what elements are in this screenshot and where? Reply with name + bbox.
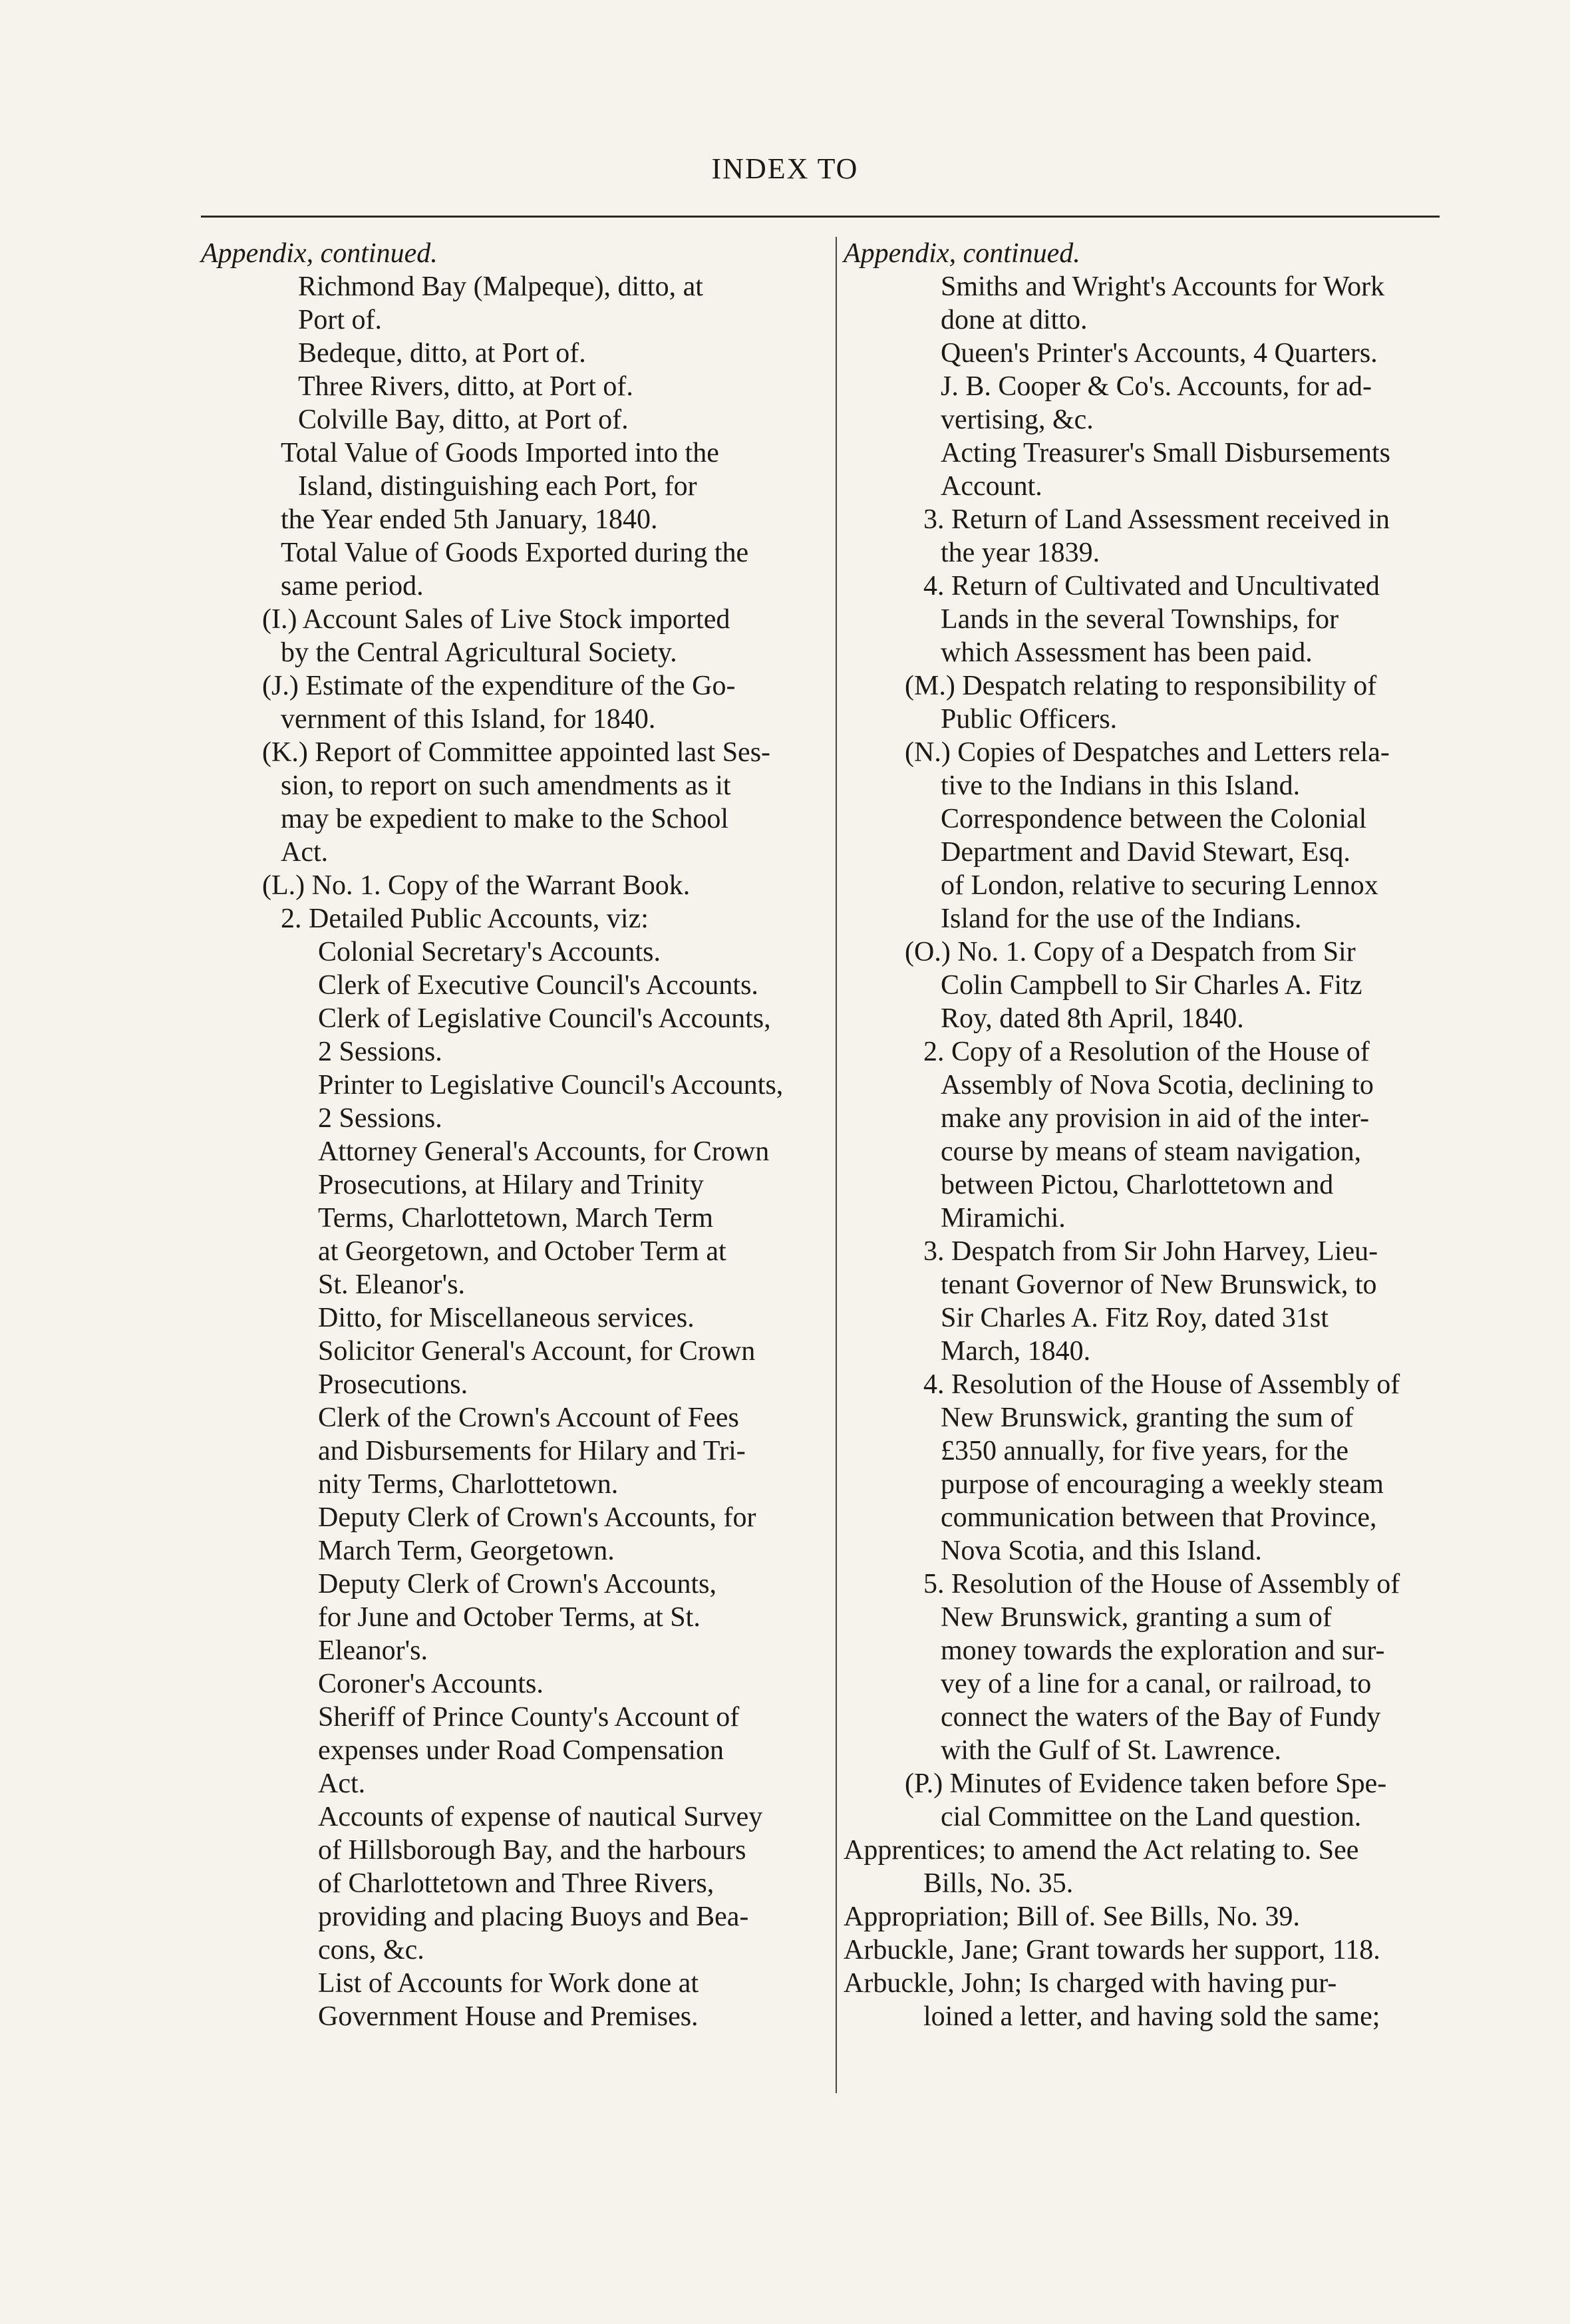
left-index-line: providing and placing Buoys and Bea- (318, 1902, 749, 1932)
right-index-line: Arbuckle, John; Is charged with having pur- (844, 1968, 1337, 1999)
right-index-line: Nova Scotia, and this Island. (941, 1536, 1262, 1566)
right-index-line: J. B. Cooper & Co's. Accounts, for ad- (941, 371, 1372, 402)
left-index-line: Colonial Secretary's Accounts. (318, 937, 661, 967)
right-index-line: Assembly of Nova Scotia, declining to (941, 1070, 1374, 1100)
left-index-line: St. Eleanor's. (318, 1269, 466, 1300)
left-index-line: at Georgetown, and October Term at (318, 1236, 726, 1267)
left-index-line: and Disbursements for Hilary and Tri- (318, 1436, 746, 1466)
right-index-line: course by means of steam navigation, (941, 1136, 1362, 1167)
left-index-line: Island, distinguishing each Port, for (298, 471, 697, 502)
left-index-line: March Term, Georgetown. (318, 1536, 615, 1566)
right-index-line: New Brunswick, granting the sum of (941, 1403, 1354, 1433)
left-index-line: Clerk of the Crown's Account of Fees (318, 1403, 739, 1433)
left-index-line: (K.) Report of Committee appointed last Ses- (262, 737, 771, 768)
right-index-line: purpose of encouraging a weekly steam (941, 1469, 1384, 1500)
left-index-line: Richmond Bay (Malpeque), ditto, at (298, 271, 703, 302)
right-index-line: Sir Charles A. Fitz Roy, dated 31st (941, 1303, 1329, 1333)
right-index-line: Queen's Printer's Accounts, 4 Quarters. (941, 338, 1378, 369)
right-index-line: Lands in the several Townships, for (941, 604, 1339, 635)
left-index-line: (L.) No. 1. Copy of the Warrant Book. (262, 870, 691, 901)
right-index-line: Apprentices; to amend the Act relating to. See (844, 1835, 1359, 1866)
right-index-line: Department and David Stewart, Esq. (941, 837, 1350, 868)
left-index-line: 2 Sessions. (318, 1037, 442, 1067)
left-index-line: Prosecutions, at Hilary and Trinity (318, 1170, 704, 1200)
left-index-line: Prosecutions. (318, 1369, 468, 1400)
right-index-line: which Assessment has been paid. (941, 637, 1313, 668)
right-index-line: Roy, dated 8th April, 1840. (941, 1003, 1244, 1034)
right-index-line: with the Gulf of St. Lawrence. (941, 1735, 1282, 1766)
left-index-line: Ditto, for Miscellaneous services. (318, 1303, 695, 1333)
right-index-line: vertising, &c. (941, 405, 1094, 435)
right-column (844, 237, 1469, 2033)
right-index-line: (N.) Copies of Despatches and Letters rela- (905, 737, 1390, 768)
left-index-line: by the Central Agricultural Society. (281, 637, 677, 668)
left-index-line: same period. (281, 571, 424, 601)
left-index-line: Clerk of Executive Council's Accounts. (318, 970, 758, 1001)
left-index-line: Act. (318, 1768, 366, 1799)
left-index-line: Colville Bay, ditto, at Port of. (298, 405, 629, 435)
left-index-line: Three Rivers, ditto, at Port of. (298, 371, 633, 402)
left-index-line: Total Value of Goods Imported into the (281, 438, 719, 468)
right-index-line: between Pictou, Charlottetown and (941, 1170, 1334, 1200)
right-index-line: Public Officers. (941, 704, 1118, 735)
left-index-line: Sheriff of Prince County's Account of (318, 1702, 740, 1733)
left-index-line: Eleanor's. (318, 1635, 428, 1666)
right-index-line: tive to the Indians in this Island. (941, 770, 1301, 801)
left-index-line: nity Terms, Charlottetown. (318, 1469, 619, 1500)
right-index-line: 3. Despatch from Sir John Harvey, Lieu- (923, 1236, 1378, 1267)
right-index-line: loined a letter, and having sold the same; (923, 2001, 1380, 2032)
left-index-line: Printer to Legislative Council's Accounts, (318, 1070, 784, 1100)
right-index-line: New Brunswick, granting a sum of (941, 1602, 1332, 1633)
right-index-line: (O.) No. 1. Copy of a Despatch from Sir (905, 937, 1356, 967)
right-index-line: 5. Resolution of the House of Assembly of (923, 1569, 1400, 1599)
right-index-line: money towards the exploration and sur- (941, 1635, 1385, 1666)
page-title: INDEX TO (711, 152, 859, 185)
left-index-line: Accounts of expense of nautical Survey (318, 1802, 763, 1832)
left-index-line: vernment of this Island, for 1840. (281, 704, 656, 735)
left-column (201, 237, 826, 2033)
right-index-line: Appropriation; Bill of. See Bills, No. 39. (844, 1902, 1300, 1932)
left-index-line: Coroner's Accounts. (318, 1669, 544, 1699)
right-index-line: 4. Resolution of the House of Assembly of (923, 1369, 1400, 1400)
left-index-line: List of Accounts for Work done at (318, 1968, 699, 1999)
left-index-line: Total Value of Goods Exported during the (281, 538, 749, 568)
left-index-line: expenses under Road Compensation (318, 1735, 724, 1766)
left-index-line: of Hillsborough Bay, and the harbours (318, 1835, 746, 1866)
column-divider (836, 237, 837, 2093)
right-index-line: make any provision in aid of the inter- (941, 1103, 1370, 1134)
left-index-line: Port of. (298, 305, 382, 335)
right-index-line: Bills, No. 35. (923, 1868, 1074, 1899)
right-index-line: Arbuckle, Jane; Grant towards her support, 118. (844, 1935, 1380, 1965)
right-index-line: Miramichi. (941, 1203, 1066, 1234)
right-index-line: cial Committee on the Land question. (941, 1802, 1362, 1832)
left-index-line: Deputy Clerk of Crown's Accounts, (318, 1569, 716, 1599)
right-index-line: 3. Return of Land Assessment received in (923, 504, 1390, 535)
right-index-line: Smiths and Wright's Accounts for Work (941, 271, 1385, 302)
right-index-line: communication between that Province, (941, 1502, 1377, 1533)
left-index-line: the Year ended 5th January, 1840. (281, 504, 658, 535)
left-index-line: Act. (281, 837, 329, 868)
left-index-line: may be expedient to make to the School (281, 804, 728, 834)
right-index-line: Appendix, continued. (844, 238, 1080, 269)
right-index-line: Account. (941, 471, 1042, 502)
right-index-line: the year 1839. (941, 538, 1100, 568)
right-index-line: 2. Copy of a Resolution of the House of (923, 1037, 1370, 1067)
left-index-line: 2 Sessions. (318, 1103, 442, 1134)
left-index-line: Solicitor General's Account, for Crown (318, 1336, 756, 1367)
left-index-line: (I.) Account Sales of Live Stock imported (262, 604, 730, 635)
right-index-line: 4. Return of Cultivated and Uncultivated (923, 571, 1380, 601)
left-index-line: 2. Detailed Public Accounts, viz: (281, 904, 649, 934)
left-index-line: for June and October Terms, at St. (318, 1602, 701, 1633)
right-index-line: vey of a line for a canal, or railroad, to (941, 1669, 1372, 1699)
header-rule (201, 216, 1440, 218)
left-index-line: sion, to report on such amendments as it (281, 770, 731, 801)
right-index-line: (M.) Despatch relating to responsibility of (905, 671, 1377, 701)
right-index-line: Colin Campbell to Sir Charles A. Fitz (941, 970, 1362, 1001)
right-index-line: £350 annually, for five years, for the (941, 1436, 1349, 1466)
left-index-line: Terms, Charlottetown, March Term (318, 1203, 714, 1234)
left-index-line: of Charlottetown and Three Rivers, (318, 1868, 714, 1899)
right-index-line: March, 1840. (941, 1336, 1091, 1367)
right-index-line: done at ditto. (941, 305, 1088, 335)
right-index-line: connect the waters of the Bay of Fundy (941, 1702, 1381, 1733)
left-index-line: cons, &c. (318, 1935, 424, 1965)
right-index-line: tenant Governor of New Brunswick, to (941, 1269, 1377, 1300)
right-index-line: (P.) Minutes of Evidence taken before Spe- (905, 1768, 1387, 1799)
left-index-line: Government House and Premises. (318, 2001, 699, 2032)
left-index-line: Attorney General's Accounts, for Crown (318, 1136, 770, 1167)
right-index-line: Acting Treasurer's Small Disbursements (941, 438, 1391, 468)
left-index-line: Appendix, continued. (201, 238, 438, 269)
right-index-line: Island for the use of the Indians. (941, 904, 1302, 934)
right-index-line: Correspondence between the Colonial (941, 804, 1367, 834)
left-index-line: (J.) Estimate of the expenditure of the Go- (262, 671, 736, 701)
right-index-line: of London, relative to securing Lennox (941, 870, 1378, 901)
left-index-line: Deputy Clerk of Crown's Accounts, for (318, 1502, 756, 1533)
left-index-line: Bedeque, ditto, at Port of. (298, 338, 586, 369)
left-index-line: Clerk of Legislative Council's Accounts, (318, 1003, 771, 1034)
